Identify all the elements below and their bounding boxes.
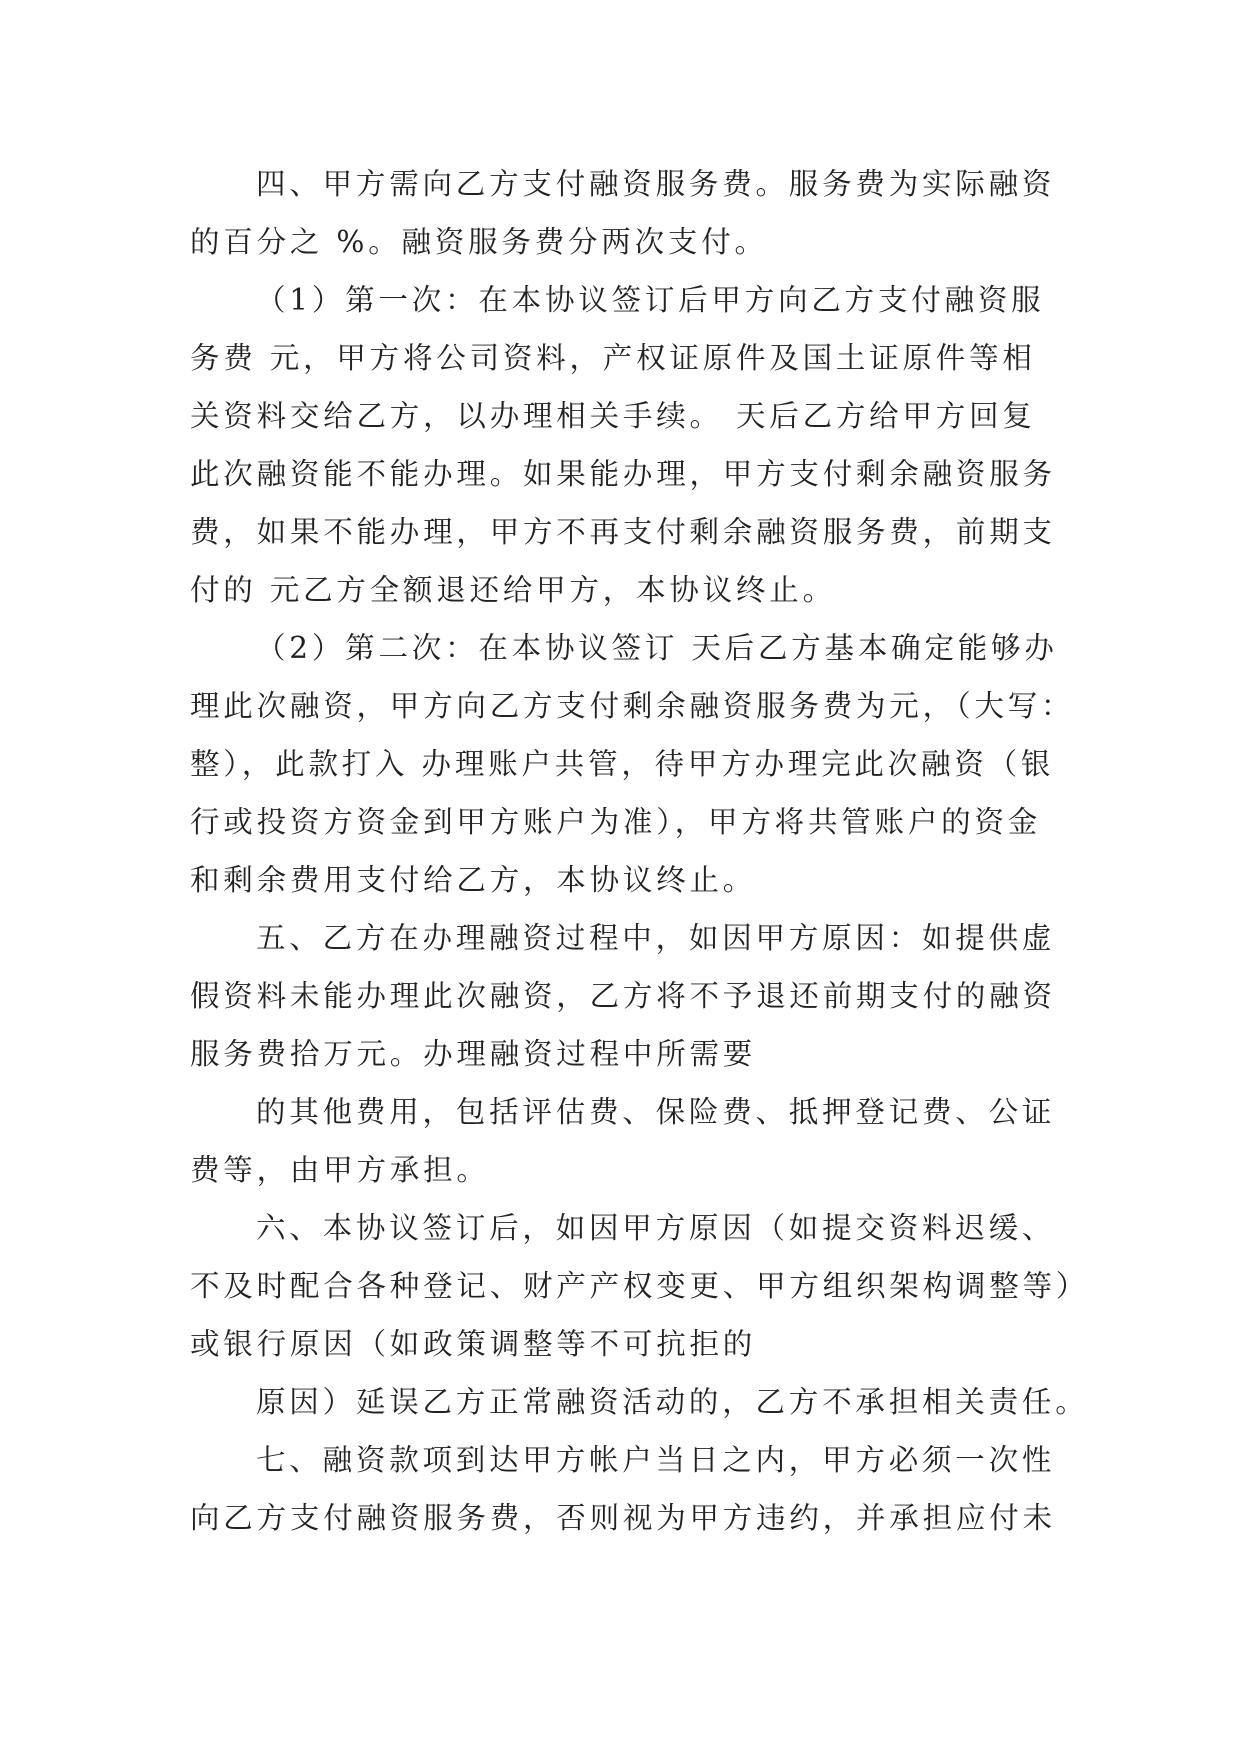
text-line: 关资料交给乙方，以办理相关手续。 天后乙方给甲方回复 xyxy=(190,399,1036,433)
text-line: （1）第一次：在本协议签订后甲方向乙方支付融资服 xyxy=(256,283,1045,317)
text-line: 的其他费用，包括评估费、保险费、抵押登记费、公证 xyxy=(256,1095,1056,1129)
text-line: 五、乙方在办理融资过程中，如因甲方原因：如提供虚 xyxy=(256,921,1056,955)
text-line: 理此次融资，甲方向乙方支付剩余融资服务费为元，（大写： xyxy=(190,689,1075,723)
text-line: 服务费拾万元。办理融资过程中所需要 xyxy=(190,1037,757,1071)
text-line: 原因）延误乙方正常融资活动的，乙方不承担相关责任。 xyxy=(256,1385,1089,1419)
text-line: 费等，由甲方承担。 xyxy=(190,1153,490,1187)
text-line: 付的 元乙方全额退还给甲方，本协议终止。 xyxy=(190,573,836,607)
text-line: 行或投资方资金到甲方账户为准），甲方将共管账户的资金 xyxy=(190,805,1042,839)
text-line: 和剩余费用支付给乙方，本协议终止。 xyxy=(190,863,757,897)
text-line: 不及时配合各种登记、财产产权变更、甲方组织架构调整等） xyxy=(190,1269,1090,1303)
text-line: 费，如果不能办理，甲方不再支付剩余融资服务费，前期支 xyxy=(190,515,1056,549)
text-line: 四、甲方需向乙方支付融资服务费。服务费为实际融资 xyxy=(256,167,1056,201)
text-line: （2）第二次：在本协议签订 天后乙方基本确定能够办 xyxy=(256,631,1058,665)
text-line: 向乙方支付融资服务费，否则视为甲方违约，并承担应付未 xyxy=(190,1501,1056,1535)
text-line: 的百分之 %。融资服务费分两次支付。 xyxy=(190,225,768,259)
text-line: 七、融资款项到达甲方帐户当日之内，甲方必须一次性 xyxy=(256,1443,1056,1477)
text-line: 六、本协议签订后，如因甲方原因（如提交资料迟缓、 xyxy=(256,1211,1056,1245)
text-line: 务费 元，甲方将公司资料，产权证原件及国土证原件等相 xyxy=(190,341,1036,375)
text-line: 整），此款打入 办理账户共管，待甲方办理完此次融资（银 xyxy=(190,747,1055,781)
text-line: 此次融资能不能办理。如果能办理，甲方支付剩余融资服务 xyxy=(190,457,1056,491)
text-line: 或银行原因（如政策调整等不可抗拒的 xyxy=(190,1327,757,1361)
text-line: 假资料未能办理此次融资，乙方将不予退还前期支付的融资 xyxy=(190,979,1056,1013)
